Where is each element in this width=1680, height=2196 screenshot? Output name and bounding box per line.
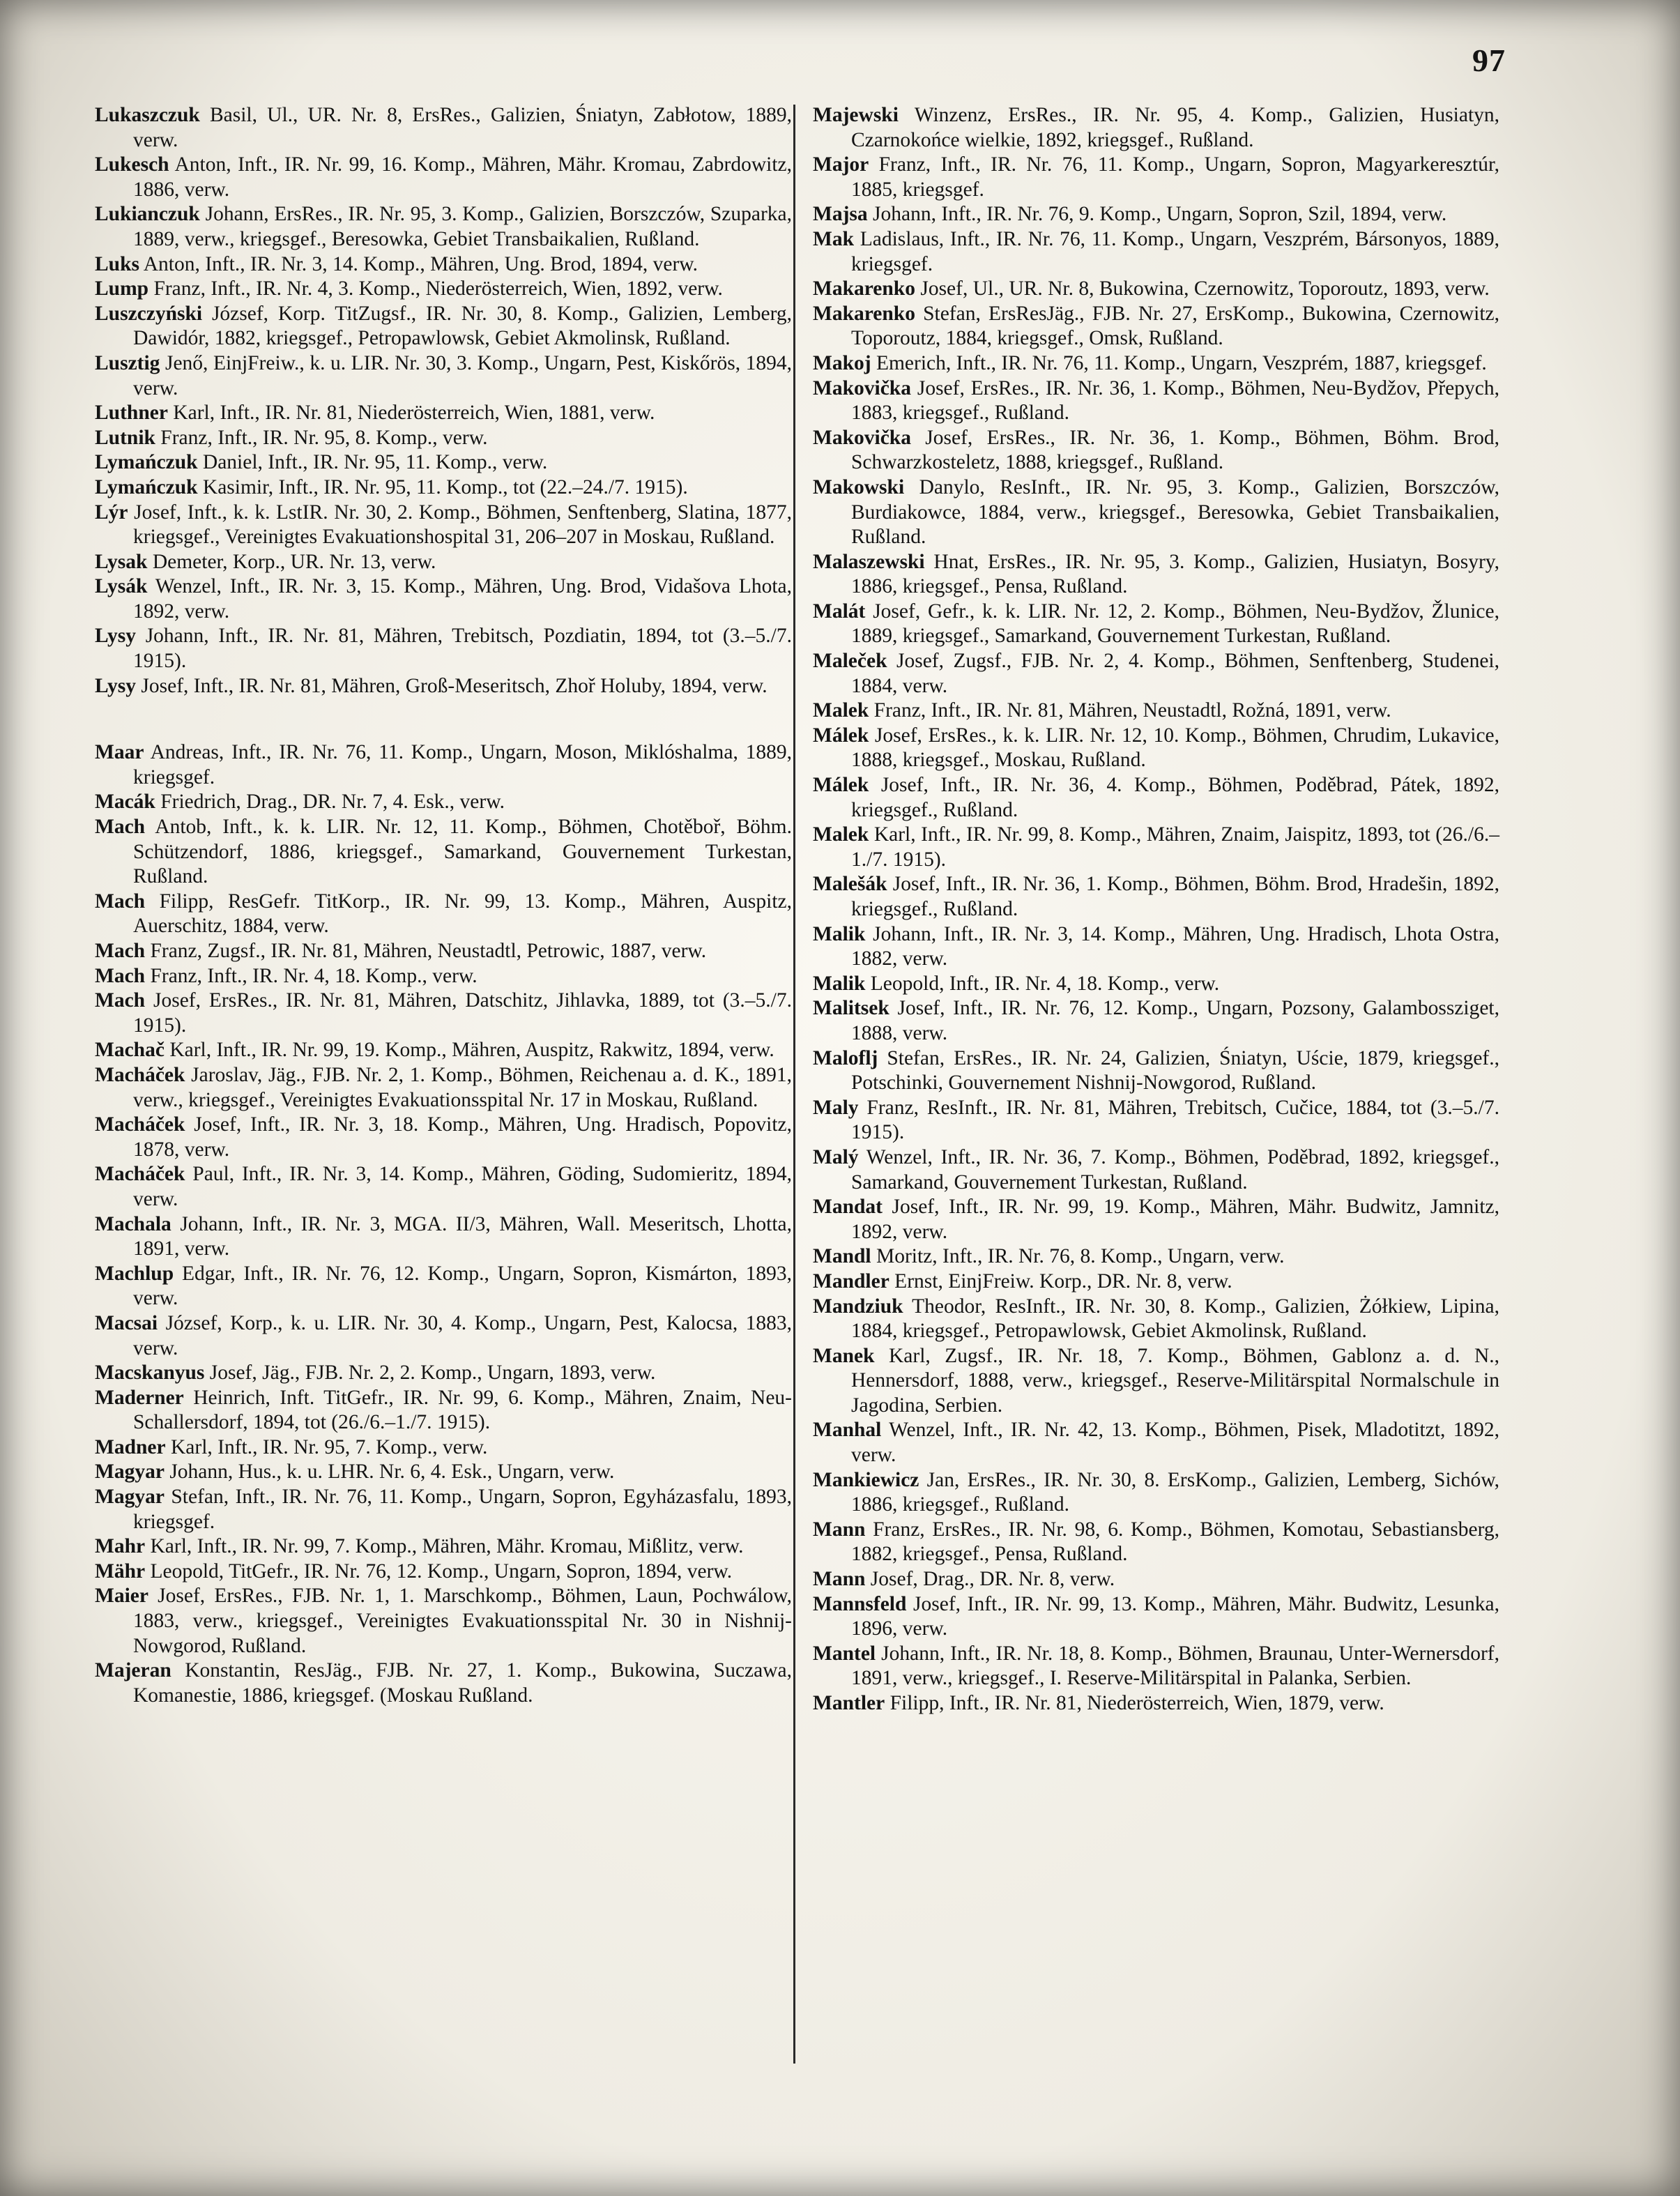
entry-details: Franz, ResInft., IR. Nr. 81, Mähren, Trebitsch, Cučice, 1884, tot (3.–5./7. 1915). [851, 1096, 1499, 1144]
entry-surname: Lutnik [95, 426, 155, 449]
entry-details: Daniel, Inft., IR. Nr. 95, 11. Komp., verw. [202, 451, 548, 474]
entry-surname: Lymańczuk [95, 451, 198, 474]
list-entry [95, 351, 792, 401]
list-entry [95, 1113, 792, 1162]
entry-surname: Malik [813, 922, 866, 945]
entry-surname: Machala [95, 1212, 171, 1235]
entry-surname: Málek [813, 774, 869, 797]
list-entry [95, 252, 792, 277]
entry-surname: Malek [813, 823, 869, 846]
entry-surname: Majewski [813, 104, 899, 126]
entry-details: Josef, Zugsf., FJB. Nr. 2, 4. Komp., Böhmen, Senftenberg, Studenei, 1884, verw. [851, 650, 1500, 697]
entry-details: Leopold, TitGefr., IR. Nr. 76, 12. Komp., Ungarn, Sopron, 1894, verw. [150, 1560, 733, 1583]
entry-details: Leopold, Inft., IR. Nr. 4, 18. Komp., verw. [870, 972, 1220, 995]
entry-surname: Malát [813, 600, 866, 623]
list-entry [95, 103, 792, 153]
list-entry [95, 964, 792, 989]
list-entry [813, 1691, 1499, 1716]
entry-surname: Madner [95, 1435, 166, 1458]
entry-details: Franz, Inft., IR. Nr. 81, Mähren, Neustadtl, Rožná, 1891, verw. [873, 699, 1391, 722]
entry-surname: Mähr [95, 1560, 146, 1583]
column-divider [793, 105, 795, 2064]
entry-surname: Lysy [95, 674, 137, 697]
list-entry [813, 550, 1499, 600]
list-entry [813, 103, 1499, 153]
entry-details: Josef, Gefr., k. k. LIR. Nr. 12, 2. Komp., Böhmen, Neu-Bydžov, Žlunice, 1889, kriegsgef., Samarkand, Gouvernement Turkestan, Rußland. [851, 600, 1499, 648]
list-entry [813, 1592, 1499, 1642]
list-entry [95, 1162, 792, 1212]
entry-details: Karl, Inft., IR. Nr. 99, 19. Komp., Mähren, Auspitz, Rakwitz, 1894, verw. [169, 1039, 774, 1062]
entry-details: Karl, Inft., IR. Nr. 99, 8. Komp., Mähren, Znaim, Jaispitz, 1893, tot (26./6.–1./7. 1915). [851, 823, 1500, 871]
list-entry [95, 1212, 792, 1262]
entry-details: Johann, Inft., IR. Nr. 3, 14. Komp., Mähren, Ung. Hradisch, Lhota Ostra, 1882, verw. [851, 922, 1499, 970]
entry-surname: Majeran [95, 1659, 171, 1682]
entry-details: Josef, Inft., IR. Nr. 99, 19. Komp., Mähren, Mähr. Budwitz, Jamnitz, 1892, verw. [851, 1196, 1500, 1243]
entry-surname: Malitsek [813, 997, 889, 1020]
entry-surname: Major [813, 153, 869, 176]
entry-details: Johann, Inft., IR. Nr. 81, Mähren, Trebitsch, Pozdiatin, 1894, tot (3.–5./7. 1915). [133, 625, 793, 673]
entry-details: Jenő, EinjFreiw., k. u. LIR. Nr. 30, 3. Komp., Ungarn, Pest, Kiskőrös, 1894, verw. [133, 351, 792, 399]
list-entry [95, 450, 792, 475]
entry-details: Franz, Inft., IR. Nr. 95, 8. Komp., verw. [160, 426, 488, 449]
entry-surname: Malik [813, 972, 866, 995]
entry-details: Franz, Inft., IR. Nr. 4, 3. Komp., Niederösterreich, Wien, 1892, verw. [153, 277, 723, 300]
entry-surname: Makovička [813, 376, 911, 399]
entry-surname: Makarenko [813, 277, 915, 300]
list-entry [813, 699, 1499, 724]
entry-surname: Lysy [95, 625, 137, 648]
entry-details: Demeter, Korp., UR. Nr. 13, verw. [152, 550, 436, 573]
list-entry [813, 1244, 1499, 1269]
entry-details: Friedrich, Drag., DR. Nr. 7, 4. Esk., verw. [160, 791, 505, 814]
entry-details: Karl, Zugsf., IR. Nr. 18, 7. Komp., Böhmen, Gablonz a. d. N., Hennersdorf, 1888, verw., kriegsgef., Reserve-Militärspital Normalschule in Jagodina, Serbien. [851, 1344, 1499, 1417]
left-column [95, 103, 792, 1708]
list-entry [813, 302, 1499, 351]
list-entry [813, 1344, 1499, 1419]
entry-details: Antob, Inft., k. k. LIR. Nr. 12, 11. Komp., Böhmen, Chotěboř, Böhm. Schützendorf, 1886, kriegsgef., Samarkand, Gouvernement Turkestan, Rußland. [133, 816, 792, 888]
entry-surname: Mach [95, 816, 146, 839]
entry-details: Moritz, Inft., IR. Nr. 76, 8. Komp., Ungarn, verw. [876, 1245, 1285, 1268]
list-entry [95, 501, 792, 550]
entry-details: Wenzel, Inft., IR. Nr. 36, 7. Komp., Böhmen, Poděbrad, 1892, kriegsgef., Samarkand, Gouvernement Turkestan, Rußland. [851, 1145, 1500, 1194]
entry-details: Josef, Inft., IR. Nr. 36, 1. Komp., Böhmen, Böhm. Brod, Hradešin, 1892, kriegsgef., Rußland. [851, 873, 1499, 920]
entry-details: Heinrich, Inft. TitGefr., IR. Nr. 99, 6. Komp., Mähren, Znaim, Neu-Schallersdorf, 1894, tot (26./6.–1./7. 1915). [133, 1386, 792, 1434]
entry-details: Anton, Inft., IR. Nr. 99, 16. Komp., Mähren, Mähr. Kromau, Zabrdowitz, 1886, verw. [133, 153, 793, 201]
entry-surname: Macskanyus [95, 1362, 205, 1385]
list-entry [95, 1311, 792, 1361]
entry-surname: Machač [95, 1039, 165, 1062]
list-entry [95, 1485, 792, 1534]
entry-surname: Mantel [813, 1642, 876, 1665]
entry-surname: Lýr [95, 501, 128, 524]
entry-surname: Lukesch [95, 153, 169, 176]
entry-surname: Makowski [813, 475, 905, 498]
entry-details: Johann, Hus., k. u. LHR. Nr. 6, 4. Esk., Ungarn, verw. [169, 1461, 615, 1484]
list-entry [813, 1468, 1499, 1518]
list-entry [95, 202, 792, 252]
entry-details: Josef, ErsRes., k. k. LIR. Nr. 12, 10. Komp., Böhmen, Chrudim, Lukavice, 1888, kriegsgef., Moskau, Rußland. [851, 724, 1500, 772]
entry-surname: Mann [813, 1568, 866, 1591]
list-entry [95, 890, 792, 939]
entry-surname: Maloflj [813, 1046, 878, 1069]
list-entry [813, 773, 1499, 823]
entry-details: Winzenz, ErsRes., IR. Nr. 95, 4. Komp., Galizien, Husiatyn, Czarnokońce wielkie, 1892, kriegsgef., Rußland. [851, 104, 1500, 151]
entry-surname: Mach [95, 940, 146, 962]
entry-surname: Magyar [95, 1461, 165, 1484]
entry-surname: Lukianczuk [95, 203, 200, 226]
entry-details: Edgar, Inft., IR. Nr. 76, 12. Komp., Ungarn, Sopron, Kismárton, 1893, verw. [133, 1262, 793, 1310]
list-entry [95, 1659, 792, 1708]
entry-details: Karl, Inft., IR. Nr. 99, 7. Komp., Mähren, Mähr. Kromau, Mißlitz, verw. [150, 1535, 744, 1558]
list-entry [813, 649, 1499, 699]
entry-surname: Luks [95, 252, 139, 275]
list-entry [95, 740, 792, 790]
entry-details: Josef, Inft., IR. Nr. 81, Mähren, Groß-Meseritsch, Zhoř Holuby, 1894, verw. [141, 674, 768, 697]
list-entry [95, 1038, 792, 1063]
entry-surname: Makarenko [813, 302, 915, 325]
entry-surname: Mahr [95, 1535, 146, 1558]
list-entry [95, 674, 792, 699]
list-entry [95, 790, 792, 815]
entry-surname: Maly [813, 1096, 859, 1119]
entry-surname: Macháček [95, 1113, 185, 1136]
entry-surname: Lump [95, 277, 149, 300]
entry-surname: Mach [95, 964, 146, 987]
entry-details: Hnat, ErsRes., IR. Nr. 95, 3. Komp., Galizien, Husiatyn, Bosyry, 1886, kriegsgef., Pensa, Rußland. [851, 550, 1499, 598]
entry-details: Josef, Drag., DR. Nr. 8, verw. [870, 1568, 1115, 1591]
list-entry [95, 277, 792, 302]
entry-surname: Mak [813, 227, 854, 250]
list-entry [95, 1560, 792, 1585]
list-entry [813, 996, 1499, 1046]
entry-details: Josef, ErsRes., IR. Nr. 36, 1. Komp., Böhmen, Böhm. Brod, Schwarzkosteletz, 1888, kriegsgef., Rußland. [851, 426, 1499, 474]
entry-details: Wenzel, Inft., IR. Nr. 3, 15. Komp., Mähren, Ung. Brod, Vidašova Lhota, 1892, verw. [133, 575, 792, 623]
list-entry [95, 426, 792, 451]
entry-surname: Mandl [813, 1245, 871, 1268]
entry-details: Franz, Zugsf., IR. Nr. 81, Mähren, Neustadtl, Petrowic, 1887, verw. [150, 940, 707, 962]
entry-details: Wenzel, Inft., IR. Nr. 42, 13. Komp., Böhmen, Pisek, Mladotitzt, 1892, verw. [851, 1419, 1500, 1467]
entry-details: Ladislaus, Inft., IR. Nr. 76, 11. Komp., Ungarn, Veszprém, Bársonyos, 1889, kriegsgef. [851, 227, 1499, 275]
entry-surname: Lukaszczuk [95, 104, 200, 126]
right-column [813, 103, 1499, 1716]
entry-details: Filipp, ResGefr. TitKorp., IR. Nr. 99, 13. Komp., Mähren, Auspitz, Auerschitz, 1884, verw. [133, 890, 793, 938]
entry-details: Franz, Inft., IR. Nr. 76, 11. Komp., Ungarn, Sopron, Magyarkeresztúr, 1885, kriegsgef. [851, 153, 1499, 201]
entry-details: Franz, ErsRes., IR. Nr. 98, 6. Komp., Böhmen, Komotau, Sebastiansberg, 1882, kriegsgef., Pensa, Rußland. [851, 1518, 1500, 1566]
list-entry [95, 815, 792, 890]
entry-surname: Magyar [95, 1486, 165, 1509]
entry-surname: Maderner [95, 1386, 184, 1409]
entry-details: Josef, Inft., IR. Nr. 3, 18. Komp., Mähren, Ung. Hradisch, Popovitz, 1878, verw. [133, 1113, 792, 1161]
entry-details: Andreas, Inft., IR. Nr. 76, 11. Komp., Ungarn, Moson, Miklóshalma, 1889, kriegsgef. [133, 741, 792, 788]
entry-surname: Malešák [813, 873, 887, 896]
list-entry [813, 475, 1499, 550]
entry-details: Karl, Inft., IR. Nr. 95, 7. Komp., verw. [170, 1435, 488, 1458]
list-entry [95, 1063, 792, 1113]
entry-surname: Malaszewski [813, 550, 925, 573]
entry-details: Jaroslav, Jäg., FJB. Nr. 2, 1. Komp., Böhmen, Reichenau a. d. K., 1891, verw., kriegsgef., Vereinigtes Evakuationsspital Nr. 17 in Moskau, Rußland. [133, 1063, 792, 1111]
list-entry [813, 202, 1499, 227]
list-entry [813, 1145, 1499, 1195]
list-entry [813, 277, 1499, 302]
entry-details: Basil, Ul., UR. Nr. 8, ErsRes., Galizien, Śniatyn, Zabłotow, 1889, verw. [133, 104, 793, 151]
entry-surname: Majsa [813, 203, 868, 226]
list-entry [95, 550, 792, 575]
entry-details: Johann, Inft., IR. Nr. 76, 9. Komp., Ungarn, Sopron, Szil, 1894, verw. [873, 203, 1447, 226]
list-entry [95, 939, 792, 964]
entry-details: Josef, ErsRes., IR. Nr. 81, Mähren, Datschitz, Jihlavka, 1889, tot (3.–5./7. 1915). [133, 989, 792, 1037]
list-entry [813, 376, 1499, 426]
entry-details: Anton, Inft., IR. Nr. 3, 14. Komp., Mähren, Ung. Brod, 1894, verw. [143, 252, 698, 275]
entry-surname: Macháček [95, 1163, 185, 1186]
list-entry [95, 1584, 792, 1659]
list-entry [813, 1295, 1499, 1344]
entry-details: Josef, Ul., UR. Nr. 8, Bukowina, Czernowitz, Toporoutz, 1893, verw. [920, 277, 1490, 300]
entry-details: Josef, ErsRes., IR. Nr. 36, 1. Komp., Böhmen, Neu-Bydžov, Přepych, 1883, kriegsgef., Rußland. [851, 376, 1499, 425]
entry-details: Theodor, ResInft., IR. Nr. 30, 8. Komp., Galizien, Żółkiew, Lipina, 1884, kriegsgef., Petropawlowsk, Gebiet Akmolinsk, Rußland. [851, 1295, 1500, 1343]
entry-surname: Mach [95, 890, 146, 913]
entry-surname: Lysák [95, 575, 148, 598]
list-entry [813, 823, 1499, 872]
list-entry [95, 574, 792, 624]
list-entry [95, 401, 792, 426]
entry-details: Ernst, EinjFreiw. Korp., DR. Nr. 8, verw. [894, 1269, 1232, 1293]
list-entry [95, 989, 792, 1038]
list-entry [813, 872, 1499, 922]
entry-details: Josef, Inft., IR. Nr. 99, 13. Komp., Mähren, Mähr. Budwitz, Lesunka, 1896, verw. [851, 1592, 1499, 1640]
list-entry [813, 600, 1499, 649]
entry-surname: Machlup [95, 1262, 174, 1285]
entry-surname: Manek [813, 1344, 875, 1367]
entry-details: Karl, Inft., IR. Nr. 81, Niederösterreich, Wien, 1881, verw. [173, 402, 655, 425]
entry-surname: Malý [813, 1145, 859, 1168]
list-entry [95, 302, 792, 351]
entry-surname: Luthner [95, 402, 168, 425]
entry-details: József, Korp. TitZugsf., IR. Nr. 30, 8. Komp., Galizien, Lemberg, Dawidór, 1882, kriegsgef., Petropawlowsk, Gebiet Akmolinsk, Rußland. [133, 302, 792, 350]
entry-surname: Macsai [95, 1311, 158, 1334]
entry-surname: Lysak [95, 550, 148, 573]
entry-details: Filipp, Inft., IR. Nr. 81, Niederösterreich, Wien, 1879, verw. [889, 1692, 1384, 1714]
list-entry [813, 1195, 1499, 1244]
list-entry [813, 724, 1499, 773]
entry-details: Jan, ErsRes., IR. Nr. 30, 8. ErsKomp., Galizien, Lemberg, Sichów, 1886, kriegsgef., Rußland. [851, 1468, 1500, 1516]
entry-surname: Makoj [813, 351, 871, 374]
entry-details: Emerich, Inft., IR. Nr. 76, 11. Komp., Ungarn, Veszprém, 1887, kriegsgef. [876, 351, 1487, 374]
list-entry [813, 1642, 1499, 1691]
list-entry [95, 1262, 792, 1311]
entry-details: Stefan, ErsResJäg., FJB. Nr. 27, ErsKomp., Bukowina, Czernowitz, Toporoutz, 1884, kriegsgef., Omsk, Rußland. [851, 302, 1499, 350]
entry-surname: Mantler [813, 1692, 885, 1714]
list-entry [95, 1361, 792, 1386]
list-entry [95, 1386, 792, 1435]
list-entry [813, 1096, 1499, 1145]
entry-surname: Mach [95, 989, 146, 1012]
entry-surname: Makovička [813, 426, 911, 449]
entry-details: Johann, Inft., IR. Nr. 18, 8. Komp., Böhmen, Braunau, Unter-Wernersdorf, 1891, verw., kriegsgef., I. Reserve-Militärspital in Palanka, Serbien. [851, 1642, 1500, 1690]
entry-surname: Maleček [813, 650, 887, 673]
list-entry [813, 1046, 1499, 1096]
entry-surname: Luszczyński [95, 302, 203, 325]
entry-surname: Lymańczuk [95, 475, 198, 498]
section-gap [95, 699, 792, 740]
entry-details: Kasimir, Inft., IR. Nr. 95, 11. Komp., tot (22.–24./7. 1915). [202, 475, 688, 498]
page-number: 97 [1472, 43, 1506, 78]
list-entry [813, 1518, 1499, 1567]
entry-surname: Málek [813, 724, 869, 747]
list-entry [813, 227, 1499, 277]
entry-surname: Lusztig [95, 351, 160, 374]
entry-details: Josef, Inft., IR. Nr. 76, 12. Komp., Ungarn, Pozsony, Galambossziget, 1888, verw. [851, 997, 1500, 1044]
entry-details: Josef, ErsRes., FJB. Nr. 1, 1. Marschkomp., Böhmen, Laun, Pochwálow, 1883, verw., kriegsgef., Vereinigtes Evakuationsspital Nr. 30 in Nishnij-Nowgorod, Rußland. [133, 1585, 793, 1657]
list-entry [813, 1418, 1499, 1467]
list-entry [813, 1269, 1499, 1295]
list-entry [813, 426, 1499, 475]
entry-surname: Malek [813, 699, 869, 722]
entry-details: Stefan, Inft., IR. Nr. 76, 11. Komp., Ungarn, Sopron, Egyházasfalu, 1893, kriegsgef. [133, 1486, 792, 1533]
entry-surname: Mann [813, 1518, 866, 1541]
entry-surname: Manhal [813, 1419, 882, 1442]
entry-surname: Mandziuk [813, 1295, 903, 1318]
list-entry [95, 475, 792, 501]
list-entry [95, 1460, 792, 1485]
entry-surname: Macháček [95, 1063, 185, 1086]
entry-surname: Mandler [813, 1269, 889, 1293]
list-entry [813, 351, 1499, 376]
entry-details: Stefan, ErsRes., IR. Nr. 24, Galizien, Śniatyn, Uście, 1879, kriegsgef., Potschinki, Gouvernement Nishnij-Nowgorod, Rußland. [851, 1046, 1499, 1095]
entry-details: Josef, Inft., k. k. LstIR. Nr. 30, 2. Komp., Böhmen, Senftenberg, Slatina, 1877, kriegsgef., Vereinigtes Evakuationshospital 31, 206–207 in Moskau, Rußland. [133, 501, 793, 549]
entry-surname: Mankiewicz [813, 1468, 919, 1491]
entry-surname: Macák [95, 791, 155, 814]
entry-details: Josef, Inft., IR. Nr. 36, 4. Komp., Böhmen, Poděbrad, Pátek, 1892, kriegsgef., Rußland. [851, 774, 1499, 821]
list-entry [813, 922, 1499, 972]
entry-details: Danylo, ResInft., IR. Nr. 95, 3. Komp., Galizien, Borszczów, Burdiakowce, 1884, verw., kriegsgef., Beresowka, Gebiet Transbaikalien, Rußland. [851, 475, 1500, 549]
list-entry [95, 153, 792, 202]
entry-details: Paul, Inft., IR. Nr. 3, 14. Komp., Mähren, Göding, Sudomieritz, 1894, verw. [133, 1163, 793, 1210]
list-entry [813, 153, 1499, 202]
entry-details: Johann, Inft., IR. Nr. 3, MGA. II/3, Mähren, Wall. Meseritsch, Lhotta, 1891, verw. [133, 1212, 793, 1260]
entry-surname: Maar [95, 741, 144, 764]
list-entry [813, 972, 1499, 997]
list-entry [95, 624, 792, 673]
entry-surname: Maier [95, 1585, 148, 1608]
list-entry [95, 1534, 792, 1560]
entry-details: József, Korp., k. u. LIR. Nr. 30, 4. Komp., Ungarn, Pest, Kalocsa, 1883, verw. [133, 1311, 793, 1359]
entry-surname: Mannsfeld [813, 1592, 907, 1615]
entry-details: Josef, Jäg., FJB. Nr. 2, 2. Komp., Ungarn, 1893, verw. [209, 1362, 656, 1385]
entry-details: Konstantin, ResJäg., FJB. Nr. 27, 1. Komp., Bukowina, Suczawa, Komanestie, 1886, kriegsgef. (Moskau Rußland. [133, 1659, 792, 1707]
list-entry [95, 1435, 792, 1461]
list-entry [813, 1567, 1499, 1592]
entry-details: Franz, Inft., IR. Nr. 4, 18. Komp., verw. [150, 964, 478, 987]
entry-details: Johann, ErsRes., IR. Nr. 95, 3. Komp., Galizien, Borszczów, Szuparka, 1889, verw., kriegsgef., Beresowka, Gebiet Transbaikalien, Rußland. [133, 203, 793, 250]
entry-surname: Mandat [813, 1196, 883, 1219]
